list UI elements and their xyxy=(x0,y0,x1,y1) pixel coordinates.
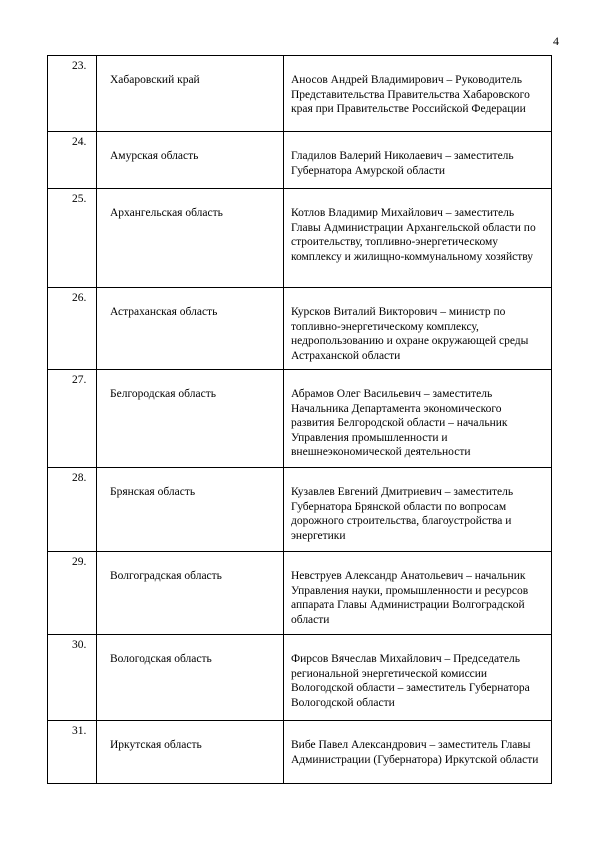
region-name: Брянская область xyxy=(110,486,196,498)
region-name: Иркутская область xyxy=(110,739,202,751)
representative-text: Гладилов Валерий Николаевич – заместитель Губернатора Амурской области xyxy=(291,150,514,177)
representative-cell xyxy=(284,56,552,132)
regions-table xyxy=(47,55,552,784)
representative-cell xyxy=(284,635,552,721)
row-number: 30. xyxy=(72,639,87,651)
page-number: 4 xyxy=(553,34,559,48)
row-number-cell xyxy=(48,370,97,468)
row-number: 31. xyxy=(72,725,87,737)
region-cell xyxy=(97,132,284,189)
representative-cell xyxy=(284,721,552,784)
row-number-cell xyxy=(48,288,97,370)
row-number-cell xyxy=(48,468,97,552)
representative-text: Абрамов Олег Васильевич – заместитель Начальника Департамента экономического развития Белгородской области – начальник Управления промышленности и внешнеэкономической деятельности xyxy=(291,388,508,459)
representative-text: Курсков Виталий Викторович – министр по топливно-энергетическому комплексу, недропользованию и охране окружающей среды Астраханской области xyxy=(291,306,529,362)
region-name: Хабаровский край xyxy=(110,74,200,86)
region-name: Вологодская область xyxy=(110,653,212,665)
region-cell xyxy=(97,635,284,721)
row-number: 23. xyxy=(72,60,87,72)
row-number: 27. xyxy=(72,374,87,386)
region-cell xyxy=(97,552,284,635)
representative-cell xyxy=(284,288,552,370)
table-row xyxy=(48,635,552,721)
region-name: Архангельская область xyxy=(110,207,223,219)
row-number-cell xyxy=(48,132,97,189)
row-number-cell xyxy=(48,552,97,635)
row-number-cell xyxy=(48,721,97,784)
representative-cell xyxy=(284,468,552,552)
table-row xyxy=(48,370,552,468)
region-cell xyxy=(97,56,284,132)
region-name: Белгородская область xyxy=(110,388,216,400)
row-number-cell xyxy=(48,189,97,288)
row-number: 28. xyxy=(72,472,87,484)
table-row xyxy=(48,189,552,288)
representative-cell xyxy=(284,189,552,288)
row-number-cell xyxy=(48,56,97,132)
region-name: Волгоградская область xyxy=(110,570,222,582)
region-name: Астраханская область xyxy=(110,306,218,318)
table-row xyxy=(48,56,552,132)
row-number: 25. xyxy=(72,193,87,205)
representative-text: Вибе Павел Александрович – заместитель Главы Администрации (Губернатора) Иркутской области xyxy=(291,739,539,766)
region-name: Амурская область xyxy=(110,150,199,162)
row-number-cell xyxy=(48,635,97,721)
region-cell xyxy=(97,721,284,784)
table-row xyxy=(48,552,552,635)
table-row xyxy=(48,288,552,370)
representative-text: Кузавлев Евгений Дмитриевич – заместитель Губернатора Брянской области по вопросам дорожного строительства, благоустройства и энергетики xyxy=(291,486,514,542)
row-number: 29. xyxy=(72,556,87,568)
representative-cell xyxy=(284,552,552,635)
table-row xyxy=(48,468,552,552)
table-row xyxy=(48,721,552,784)
region-cell xyxy=(97,288,284,370)
row-number: 24. xyxy=(72,136,87,148)
representative-cell xyxy=(284,370,552,468)
table-row xyxy=(48,132,552,189)
region-cell xyxy=(97,189,284,288)
region-cell xyxy=(97,468,284,552)
representative-text: Котлов Владимир Михайлович – заместитель Главы Администрации Архангельской области по строительству, топливно-энергетическому комплексу и жилищно-коммунальному хозяйству xyxy=(291,207,536,263)
row-number: 26. xyxy=(72,292,87,304)
representative-text: Невструев Александр Анатольевич – начальник Управления науки, промышленности и ресурсов аппарата Главы Администрации Волгоградской области xyxy=(291,570,529,626)
region-cell xyxy=(97,370,284,468)
representative-text: Фирсов Вячеслав Михайлович – Председатель региональной энергетической комиссии Вологодской области – заместитель Губернатора Вологодской области xyxy=(291,653,530,709)
representative-text: Аносов Андрей Владимирович – Руководитель Представительства Правительства Хабаровского края при Правительстве Российской Федерации xyxy=(291,74,530,116)
representative-cell xyxy=(284,132,552,189)
